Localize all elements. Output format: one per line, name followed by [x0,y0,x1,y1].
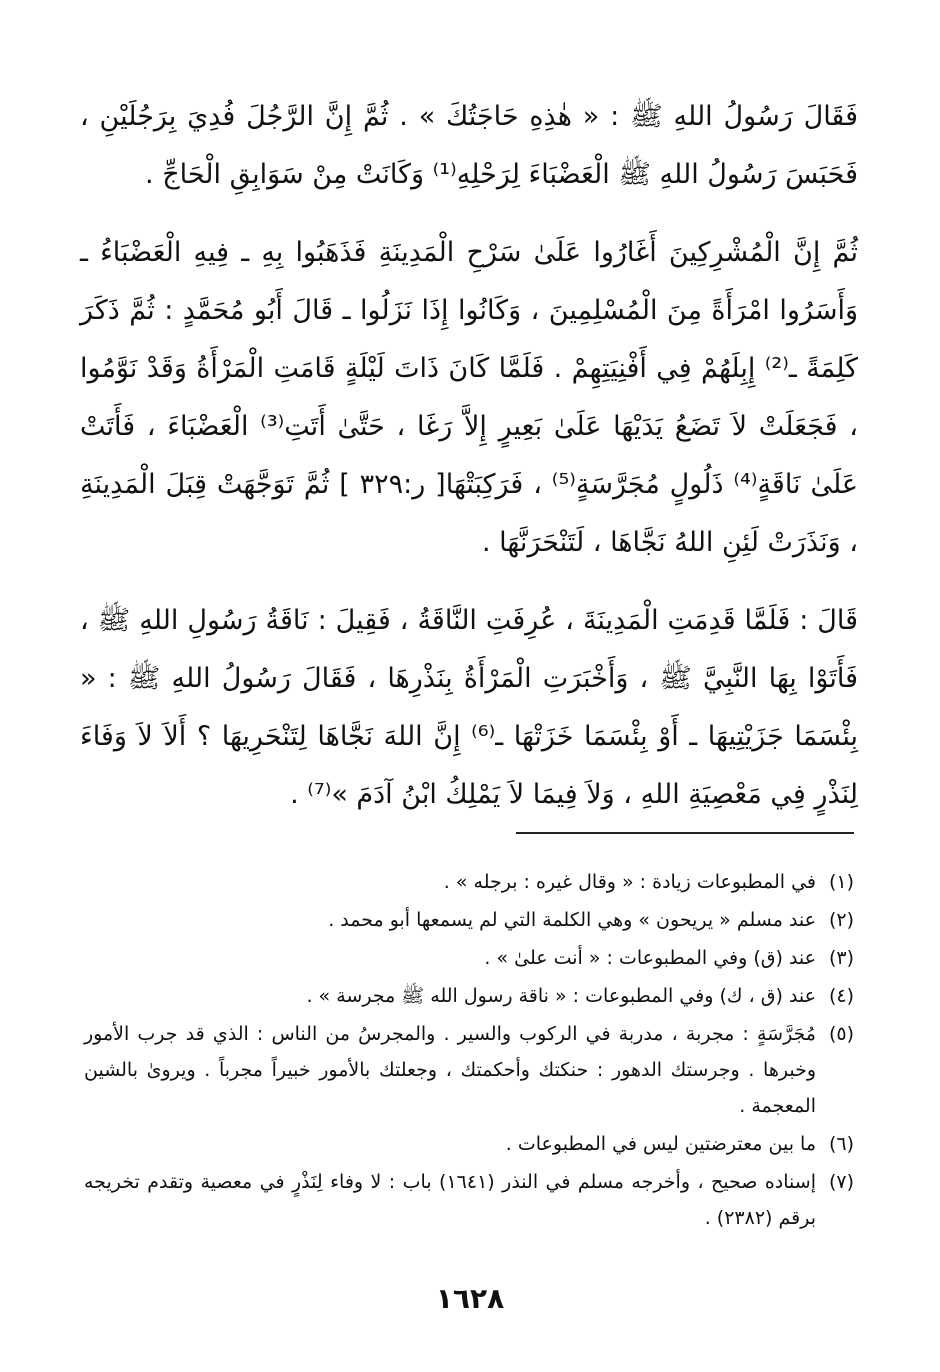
footnote-text: في المطبوعات زيادة : « وقال غيره : برجله » . [443,871,816,893]
footnote-text: عند مسلم « يريحون » وهي الكلمة التي لم يسمعها أبو محمد . [328,909,816,931]
footnote [84,902,854,938]
footnote-number: (٦) [828,1133,854,1155]
footnote-number: (١) [828,871,854,893]
footnote-text: عند (ق ، ك) وفي المطبوعات : « ناقة رسول الله ﷺ مجرسة » . [306,985,816,1007]
footnote [84,1164,854,1236]
footnote [84,940,854,976]
footnote-number: (٣) [828,947,854,969]
footnote-text: ما بين معترضتين ليس في المطبوعات . [505,1133,816,1155]
paragraph-2: ثُمَّ إِنَّ الْمُشْرِكِينَ أَغَارُوا عَلَىٰ سَرْحِ الْمَدِينَةِ فَذَهَبُوا بِهِ ـ فِيهِ الْعَضْبَاءُ ـ وَأَسَرُوا امْرَأَةً مِنَ الْمُسْلِمِينَ ، وَكَانُوا إِذَا نَزَلُوا ـ قَالَ أَبُو مُحَمَّدٍ : ثُمَّ ذَكَرَ كَلِمَةً ـ⁽²⁾ إِبِلَهُمْ فِي أَفْنِيَتِهِمْ . فَلَمَّا كَانَ ذَاتَ لَيْلَةٍ قَامَتِ الْمَرْأَةُ وَقَدْ نَوَّمُوا ، فَجَعَلَتْ لاَ تَضَعُ يَدَيْهَا عَلَىٰ بَعِيرٍ إِلاَّ رَغَا ، حَتَّىٰ أَتَتِ⁽³⁾ الْعَضْبَاءَ ، فَأَتَتْ عَلَىٰ نَاقَةٍ⁽⁴⁾ ذَلُولٍ مُجَرَّسَةٍ⁽⁵⁾ ، فَرَكِبَتْهَا[ ر:٣٢٩ ] ثُمَّ تَوَجَّهَتْ قِبَلَ الْمَدِينَةِ ، وَنَذَرَتْ لَئِنِ اللهُ نَجَّاهَا ، لَتَنْحَرَنَّهَا . [80,237,858,558]
footnote [84,1016,854,1124]
footnote [84,1126,854,1162]
footnotes [84,864,854,1238]
footnote-text: عند (ق) وفي المطبوعات : « أنت علىٰ » . [484,947,816,969]
footnote-number: (٥) [828,1023,854,1045]
page-number: ١٦٢٨ [435,1282,505,1315]
footnote [84,978,854,1014]
footnote-number: (٧) [828,1171,854,1193]
footnote-divider [516,832,854,834]
footnote-text: مُجَرَّسَةٍ : مجربة ، مدربة في الركوب والسير . والمجرسُ من الناس : الذي قد جرب الأمور وخبرها . وجرستك الدهور : حنكتك وأحكمتك ، وجعلتك بالأمور خبيراً مجرباً . ويروىٰ بالشين المعجمة . [84,1023,816,1117]
footnote-text: إسناده صحيح ، وأخرجه مسلم في النذر (١٦٤١) باب : لا وفاء لِنَذْرٍ في معصية وتقدم تخريجه برقم (٢٣٨٢) . [84,1171,816,1229]
paragraph-3: قَالَ : فَلَمَّا قَدِمَتِ الْمَدِينَةَ ، عُرِفَتِ النَّاقَةُ ، فَقِيلَ : نَاقَةُ رَسُولِ اللهِ ﷺ ، فَأَتَوْا بِهَا النَّبِيَّ ﷺ ، وَأَخْبَرَتِ الْمَرْأَةُ بِنَذْرِهَا ، فَقَالَ رَسُولُ اللهِ ﷺ : « بِئْسَمَا جَزَيْتِيهَا ـ أَوْ بِئْسَمَا خَزَتْهَا ـ⁽⁶⁾ إِنَّ اللهَ نَجَّاهَا لِتَنْحَرِيهَا ؟ أَلاَ لاَ وَفَاءَ لِنَذْرٍ فِي مَعْصِيَةِ اللهِ ، وَلاَ فِيمَا لاَ يَمْلِكُ ابْنُ آدَمَ »⁽⁷⁾ . [80,605,858,810]
footnote-number: (٤) [828,985,854,1007]
footnote-number: (٢) [828,909,854,931]
footnote [84,864,854,900]
paragraph-1: فَقَالَ رَسُولُ اللهِ ﷺ : « هٰذِهِ حَاجَتُكَ » . ثُمَّ إِنَّ الرَّجُلَ فُدِيَ بِرَجُلَيْنِ ، فَحَبَسَ رَسُولُ اللهِ ﷺ الْعَضْبَاءَ لِرَحْلِهِ⁽¹⁾ وَكَانَتْ مِنْ سَوَابِقِ الْحَاجِّ . [80,101,858,190]
